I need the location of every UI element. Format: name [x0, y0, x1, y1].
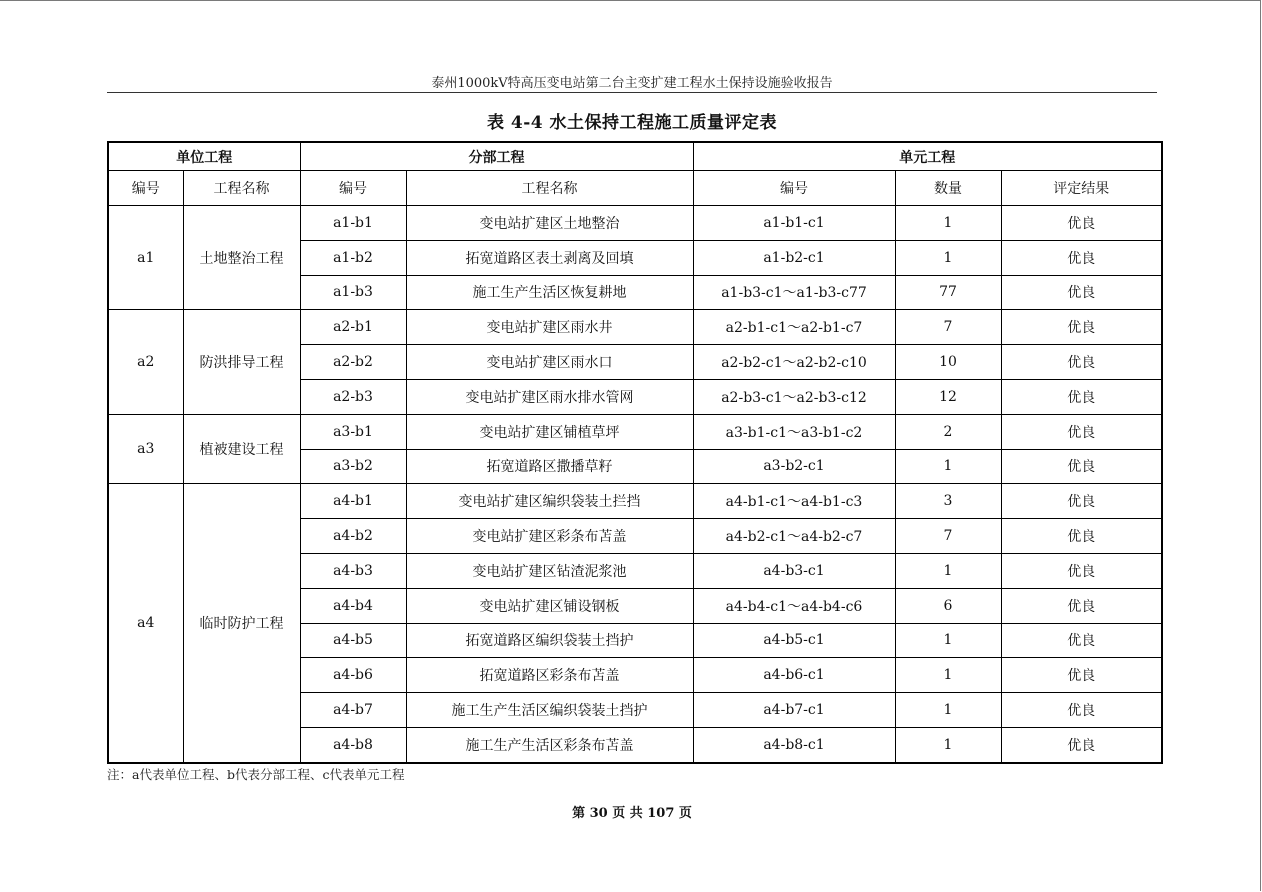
part-code-cell: a1-b1 [300, 206, 406, 241]
element-code-cell: a4-b6-c1 [693, 658, 895, 693]
result-cell: 优良 [1001, 727, 1162, 762]
part-name-cell: 拓宽道路区编织袋装土挡护 [406, 623, 693, 658]
table-title: 表 4-4 水土保持工程施工质量评定表 [486, 113, 778, 133]
element-code-cell: a4-b4-c1～a4-b4-c6 [693, 588, 895, 623]
element-count-cell: 1 [895, 553, 1001, 588]
result-cell: 优良 [1001, 553, 1162, 588]
result-cell: 优良 [1001, 588, 1162, 623]
result-cell: 优良 [1001, 310, 1162, 345]
col-header-count: 数量 [895, 171, 1001, 206]
part-name-cell: 变电站扩建区钻渣泥浆池 [406, 553, 693, 588]
unit-name-cell: 植被建设工程 [183, 414, 300, 484]
part-code-cell: a2-b3 [300, 379, 406, 414]
running-header: 泰州1000kV特高压变电站第二台主变扩建工程水土保持设施验收报告 [431, 76, 833, 91]
element-code-cell: a4-b5-c1 [693, 623, 895, 658]
part-code-cell: a4-b3 [300, 553, 406, 588]
col-header-part-code: 编号 [300, 171, 406, 206]
result-cell: 优良 [1001, 240, 1162, 275]
result-cell: 优良 [1001, 414, 1162, 449]
unit-name-cell: 防洪排导工程 [183, 310, 300, 414]
table-row [108, 414, 1162, 449]
result-cell: 优良 [1001, 519, 1162, 554]
part-code-cell: a2-b1 [300, 310, 406, 345]
element-code-cell: a3-b1-c1～a3-b1-c2 [693, 414, 895, 449]
quality-evaluation-table [107, 141, 1163, 764]
element-code-cell: a3-b2-c1 [693, 449, 895, 484]
header-rule [107, 92, 1157, 93]
table-row [108, 484, 1162, 519]
part-code-cell: a1-b3 [300, 275, 406, 310]
col-header-part-name: 工程名称 [406, 171, 693, 206]
element-count-cell: 1 [895, 623, 1001, 658]
part-code-cell: a3-b1 [300, 414, 406, 449]
col-header-result: 评定结果 [1001, 171, 1162, 206]
part-name-cell: 变电站扩建区雨水排水管网 [406, 379, 693, 414]
table-note: 注：a代表单位工程、b代表分部工程、c代表单元工程 [107, 767, 405, 782]
element-code-cell: a1-b2-c1 [693, 240, 895, 275]
result-cell: 优良 [1001, 345, 1162, 380]
group-header-element: 单元工程 [693, 142, 1162, 171]
result-cell: 优良 [1001, 658, 1162, 693]
unit-name-cell: 土地整治工程 [183, 206, 300, 310]
part-name-cell: 变电站扩建区编织袋装土拦挡 [406, 484, 693, 519]
element-code-cell: a4-b7-c1 [693, 693, 895, 728]
unit-code-cell: a1 [108, 206, 183, 310]
element-count-cell: 1 [895, 727, 1001, 762]
unit-name-cell: 临时防护工程 [183, 484, 300, 763]
col-header-unit-code: 编号 [108, 171, 183, 206]
table-row [108, 310, 1162, 345]
part-code-cell: a4-b5 [300, 623, 406, 658]
part-name-cell: 变电站扩建区铺植草坪 [406, 414, 693, 449]
part-code-cell: a2-b2 [300, 345, 406, 380]
element-code-cell: a1-b1-c1 [693, 206, 895, 241]
page-number: 第 30 页 共 107 页 [572, 806, 692, 821]
part-name-cell: 变电站扩建区雨水井 [406, 310, 693, 345]
element-code-cell: a4-b3-c1 [693, 553, 895, 588]
part-code-cell: a4-b4 [300, 588, 406, 623]
element-count-cell: 1 [895, 240, 1001, 275]
element-code-cell: a1-b3-c1～a1-b3-c77 [693, 275, 895, 310]
element-count-cell: 1 [895, 206, 1001, 241]
result-cell: 优良 [1001, 275, 1162, 310]
part-name-cell: 变电站扩建区铺设钢板 [406, 588, 693, 623]
part-code-cell: a4-b6 [300, 658, 406, 693]
element-count-cell: 1 [895, 658, 1001, 693]
part-code-cell: a3-b2 [300, 449, 406, 484]
part-code-cell: a4-b8 [300, 727, 406, 762]
part-name-cell: 拓宽道路区彩条布苫盖 [406, 658, 693, 693]
element-code-cell: a2-b1-c1～a2-b1-c7 [693, 310, 895, 345]
element-code-cell: a2-b3-c1～a2-b3-c12 [693, 379, 895, 414]
unit-code-cell: a4 [108, 484, 183, 763]
element-count-cell: 1 [895, 449, 1001, 484]
result-cell: 优良 [1001, 379, 1162, 414]
element-count-cell: 12 [895, 379, 1001, 414]
unit-code-cell: a3 [108, 414, 183, 484]
element-count-cell: 7 [895, 310, 1001, 345]
group-header-part: 分部工程 [300, 142, 693, 171]
part-name-cell: 施工生产生活区编织袋装土挡护 [406, 693, 693, 728]
element-count-cell: 2 [895, 414, 1001, 449]
element-count-cell: 1 [895, 693, 1001, 728]
element-count-cell: 6 [895, 588, 1001, 623]
part-name-cell: 变电站扩建区彩条布苫盖 [406, 519, 693, 554]
result-cell: 优良 [1001, 484, 1162, 519]
part-name-cell: 拓宽道路区撒播草籽 [406, 449, 693, 484]
part-name-cell: 拓宽道路区表土剥离及回填 [406, 240, 693, 275]
sub-header-row [108, 171, 1162, 206]
element-code-cell: a2-b2-c1～a2-b2-c10 [693, 345, 895, 380]
table-row [108, 206, 1162, 241]
result-cell: 优良 [1001, 693, 1162, 728]
result-cell: 优良 [1001, 623, 1162, 658]
part-name-cell: 变电站扩建区雨水口 [406, 345, 693, 380]
element-code-cell: a4-b1-c1～a4-b1-c3 [693, 484, 895, 519]
part-code-cell: a4-b7 [300, 693, 406, 728]
result-cell: 优良 [1001, 449, 1162, 484]
group-header-unit: 单位工程 [108, 142, 300, 171]
part-code-cell: a4-b1 [300, 484, 406, 519]
element-count-cell: 7 [895, 519, 1001, 554]
part-code-cell: a4-b2 [300, 519, 406, 554]
result-cell: 优良 [1001, 206, 1162, 241]
col-header-element-code: 编号 [693, 171, 895, 206]
element-count-cell: 77 [895, 275, 1001, 310]
element-code-cell: a4-b2-c1～a4-b2-c7 [693, 519, 895, 554]
element-count-cell: 10 [895, 345, 1001, 380]
unit-code-cell: a2 [108, 310, 183, 414]
part-code-cell: a1-b2 [300, 240, 406, 275]
group-header-row [108, 142, 1162, 171]
col-header-unit-name: 工程名称 [183, 171, 300, 206]
part-name-cell: 变电站扩建区土地整治 [406, 206, 693, 241]
table-body [108, 206, 1162, 763]
part-name-cell: 施工生产生活区恢复耕地 [406, 275, 693, 310]
part-name-cell: 施工生产生活区彩条布苫盖 [406, 727, 693, 762]
element-code-cell: a4-b8-c1 [693, 727, 895, 762]
element-count-cell: 3 [895, 484, 1001, 519]
